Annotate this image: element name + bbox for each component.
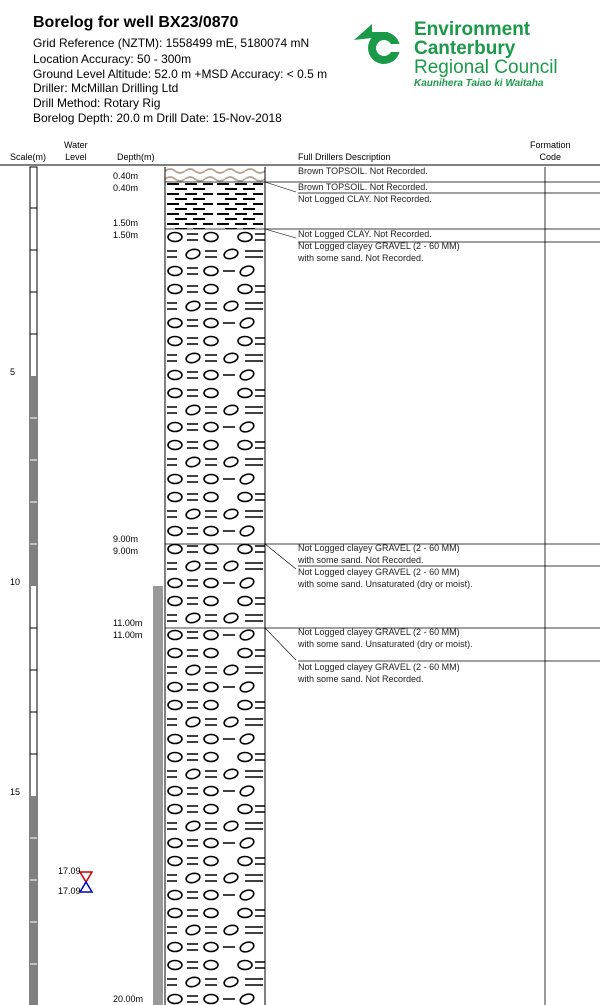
logo-line-regional-council: Regional Council — [414, 57, 558, 78]
driller: Driller: McMillan Drilling Ltd — [33, 81, 179, 95]
scale-tick-10: 10 — [10, 577, 21, 587]
depth-label: 1.50m — [113, 218, 139, 228]
driller-description: Not Logged CLAY. Not Recorded. — [298, 194, 432, 204]
depth-label: 11.00m — [113, 630, 143, 640]
driller-description: Not Logged clayey GRAVEL (2 - 60 MM) with some sand. Unsaturated (dry or moist). — [298, 627, 473, 649]
depth-label: 9.00m — [113, 534, 139, 544]
column-header-scale: Scale(m) — [10, 152, 47, 162]
depth-label: 11.00m — [113, 618, 143, 628]
driller-description: Brown TOPSOIL. Not Recorded. — [298, 166, 428, 176]
column-header-depth: Depth(m) — [117, 152, 155, 162]
depth-label: 1.50m — [113, 230, 139, 240]
driller-description: Not Logged clayey GRAVEL (2 - 60 MM) with some sand. Not Recorded. — [298, 241, 460, 263]
location-accuracy: Location Accuracy: 50 - 300m — [33, 52, 192, 66]
logo-tagline: Kaunihera Taiao ki Waitaha — [414, 78, 544, 89]
ground-level-altitude: Ground Level Altitude: 52.0 m +MSD Accuracy: < 0.5 m — [33, 67, 328, 81]
depth-label: 20.00m — [113, 994, 144, 1004]
depth-label: 0.40m — [113, 183, 139, 193]
driller-description: Brown TOPSOIL. Not Recorded. — [298, 182, 428, 192]
grid-reference: Grid Reference (NZTM): 1558499 mE, 5180074 mN — [33, 36, 310, 50]
scale-tick-5: 5 — [10, 367, 16, 377]
water-level-label: 17.09 — [58, 866, 81, 876]
driller-description: Not Logged CLAY. Not Recorded. — [298, 229, 432, 239]
driller-description: Not Logged clayey GRAVEL (2 - 60 MM) with some sand. Unsaturated (dry or moist). — [298, 567, 473, 589]
water-level-marker-icon — [80, 872, 92, 892]
column-header-formation-code: Formation Code — [530, 140, 571, 162]
drill-method: Drill Method: Rotary Rig — [33, 96, 161, 110]
depth-label: 9.00m — [113, 546, 139, 556]
scale-tick-15: 15 — [10, 787, 21, 797]
depth-label: 0.40m — [113, 171, 139, 181]
logo-line-canterbury: Canterbury — [414, 38, 516, 59]
column-header-water-level: Water Level — [64, 140, 88, 162]
column-header-description: Full Drillers Description — [298, 152, 391, 162]
water-level-label: 17.09 — [58, 886, 81, 896]
driller-description: Not Logged clayey GRAVEL (2 - 60 MM) with some sand. Not Recorded. — [298, 543, 460, 565]
driller-description: Not Logged clayey GRAVEL (2 - 60 MM) with some sand. Not Recorded. — [298, 662, 460, 684]
logo-line-environment: Environment — [414, 19, 531, 40]
borelog-title: Borelog for well BX23/0870 — [33, 14, 239, 31]
depth-and-date: Borelog Depth: 20.0 m Drill Date: 15-Nov-2018 — [33, 111, 282, 125]
